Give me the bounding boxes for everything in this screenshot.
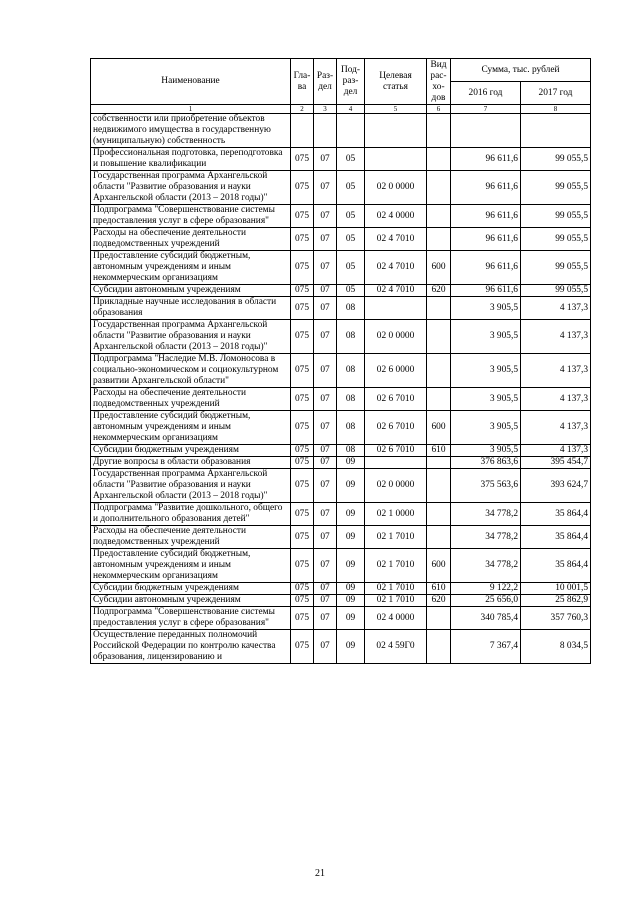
table-row (91, 411, 591, 445)
cell-podrazdel: 09 (337, 549, 365, 583)
cell-sum-2016: 3 905,5 (451, 297, 521, 320)
table-row (91, 469, 591, 503)
cell-glava: 075 (291, 228, 314, 251)
table-row (91, 114, 591, 148)
cell-glava: 075 (291, 503, 314, 526)
cell-name: Профессиональная подготовка, переподготовка и повышение квалификации (91, 148, 291, 171)
cell-razdel: 07 (314, 595, 337, 607)
cell-name: Субсидии автономным учреждениям (91, 285, 291, 297)
cell-sum-2017: 35 864,4 (521, 526, 591, 549)
cell-celevaya-statya (365, 114, 427, 148)
cell-celevaya-statya: 02 1 7010 (365, 595, 427, 607)
cell-name: Другие вопросы в области образования (91, 457, 291, 469)
cell-sum-2017: 99 055,5 (521, 171, 591, 205)
cell-vid-rashodov (427, 205, 451, 228)
cell-glava: 075 (291, 469, 314, 503)
table-row (91, 607, 591, 630)
cell-name: Подпрограмма "Совершенствование системы предоставления услуг в сфере образования" (91, 205, 291, 228)
cell-sum-2016 (451, 114, 521, 148)
cell-sum-2017: 4 137,3 (521, 388, 591, 411)
cell-sum-2017: 4 137,3 (521, 411, 591, 445)
header-podrazdel: Под-раз-дел (337, 59, 365, 105)
cell-name: Расходы на обеспечение деятельности подведомственных учреждений (91, 526, 291, 549)
cell-vid-rashodov (427, 630, 451, 664)
cell-celevaya-statya: 02 4 7010 (365, 285, 427, 297)
cell-sum-2016: 376 863,6 (451, 457, 521, 469)
cell-razdel: 07 (314, 607, 337, 630)
cell-razdel: 07 (314, 583, 337, 595)
cell-celevaya-statya: 02 4 7010 (365, 228, 427, 251)
cell-sum-2017: 99 055,5 (521, 205, 591, 228)
cell-celevaya-statya: 02 6 0000 (365, 354, 427, 388)
cell-podrazdel: 05 (337, 171, 365, 205)
cell-sum-2016: 34 778,2 (451, 549, 521, 583)
header-summa: Сумма, тыс. рублей (451, 59, 591, 82)
cell-name: Прикладные научные исследования в области образования (91, 297, 291, 320)
cell-sum-2017: 99 055,5 (521, 251, 591, 285)
cell-name: Расходы на обеспечение деятельности подведомственных учреждений (91, 228, 291, 251)
cell-celevaya-statya: 02 6 7010 (365, 445, 427, 457)
cell-razdel: 07 (314, 457, 337, 469)
header-vid-rashodov: Вид рас-хо-дов (427, 59, 451, 105)
cell-razdel: 07 (314, 171, 337, 205)
table-row (91, 148, 591, 171)
cell-celevaya-statya (365, 148, 427, 171)
cell-razdel: 07 (314, 411, 337, 445)
column-number: 7 (451, 105, 521, 114)
cell-sum-2016: 34 778,2 (451, 526, 521, 549)
header-razdel: Раз-дел (314, 59, 337, 105)
cell-celevaya-statya: 02 1 0000 (365, 503, 427, 526)
cell-razdel: 07 (314, 205, 337, 228)
table-header (91, 59, 591, 114)
cell-celevaya-statya: 02 4 7010 (365, 251, 427, 285)
table-row (91, 354, 591, 388)
cell-podrazdel: 09 (337, 503, 365, 526)
cell-vid-rashodov (427, 114, 451, 148)
cell-podrazdel: 09 (337, 526, 365, 549)
cell-podrazdel: 05 (337, 285, 365, 297)
cell-vid-rashodov (427, 503, 451, 526)
cell-sum-2017: 8 034,5 (521, 630, 591, 664)
cell-sum-2016: 25 656,0 (451, 595, 521, 607)
cell-razdel: 07 (314, 320, 337, 354)
cell-podrazdel: 08 (337, 354, 365, 388)
cell-sum-2016: 96 611,6 (451, 285, 521, 297)
cell-podrazdel: 08 (337, 388, 365, 411)
cell-celevaya-statya: 02 0 0000 (365, 171, 427, 205)
cell-razdel: 07 (314, 445, 337, 457)
cell-celevaya-statya: 02 4 59Г0 (365, 630, 427, 664)
cell-sum-2017: 35 864,4 (521, 503, 591, 526)
cell-sum-2016: 96 611,6 (451, 251, 521, 285)
cell-sum-2016: 3 905,5 (451, 411, 521, 445)
cell-vid-rashodov (427, 171, 451, 205)
cell-podrazdel: 08 (337, 320, 365, 354)
cell-razdel: 07 (314, 549, 337, 583)
cell-sum-2016: 340 785,4 (451, 607, 521, 630)
cell-sum-2017: 4 137,3 (521, 320, 591, 354)
cell-sum-2017: 25 862,9 (521, 595, 591, 607)
cell-celevaya-statya: 02 4 0000 (365, 205, 427, 228)
cell-sum-2017: 4 137,3 (521, 297, 591, 320)
cell-vid-rashodov (427, 526, 451, 549)
cell-razdel (314, 114, 337, 148)
cell-celevaya-statya (365, 457, 427, 469)
cell-sum-2016: 3 905,5 (451, 320, 521, 354)
cell-sum-2016: 9 122,2 (451, 583, 521, 595)
header-name: Наименование (91, 59, 291, 105)
cell-sum-2016: 3 905,5 (451, 388, 521, 411)
cell-sum-2017: 35 864,4 (521, 549, 591, 583)
cell-name: Предоставление субсидий бюджетным, автономным учреждениям и иным некоммерческим организациям (91, 411, 291, 445)
cell-name: Расходы на обеспечение деятельности подведомственных учреждений (91, 388, 291, 411)
cell-vid-rashodov (427, 457, 451, 469)
cell-sum-2016: 34 778,2 (451, 503, 521, 526)
cell-vid-rashodov (427, 228, 451, 251)
cell-sum-2016: 7 367,4 (451, 630, 521, 664)
cell-name: Субсидии автономным учреждениям (91, 595, 291, 607)
cell-podrazdel: 09 (337, 630, 365, 664)
table-row (91, 526, 591, 549)
table-row (91, 630, 591, 664)
cell-vid-rashodov: 600 (427, 411, 451, 445)
cell-razdel: 07 (314, 503, 337, 526)
cell-podrazdel: 09 (337, 607, 365, 630)
table-row (91, 171, 591, 205)
page-number: 21 (315, 868, 325, 879)
cell-podrazdel: 09 (337, 583, 365, 595)
table-row (91, 205, 591, 228)
column-number: 1 (91, 105, 291, 114)
cell-podrazdel: 05 (337, 205, 365, 228)
budget-table (90, 58, 591, 664)
column-number: 6 (427, 105, 451, 114)
table-row (91, 503, 591, 526)
cell-glava: 075 (291, 445, 314, 457)
cell-podrazdel: 08 (337, 445, 365, 457)
cell-podrazdel: 08 (337, 297, 365, 320)
cell-name: Подпрограмма "Развитие дошкольного, общего и дополнительного образования детей" (91, 503, 291, 526)
cell-sum-2017: 4 137,3 (521, 445, 591, 457)
cell-razdel: 07 (314, 469, 337, 503)
cell-glava: 075 (291, 595, 314, 607)
cell-glava: 075 (291, 320, 314, 354)
table-row (91, 320, 591, 354)
cell-razdel: 07 (314, 630, 337, 664)
table-row (91, 445, 591, 457)
cell-podrazdel: 05 (337, 251, 365, 285)
cell-vid-rashodov (427, 297, 451, 320)
cell-celevaya-statya: 02 1 7010 (365, 526, 427, 549)
cell-glava: 075 (291, 457, 314, 469)
cell-vid-rashodov (427, 388, 451, 411)
cell-name: Субсидии бюджетным учреждениям (91, 445, 291, 457)
cell-name: Государственная программа Архангельской области "Развитие образования и науки Архангельской области (2013 – 2018 годы)" (91, 320, 291, 354)
header-year-2017: 2017 год (521, 82, 591, 105)
cell-glava: 075 (291, 251, 314, 285)
cell-glava: 075 (291, 630, 314, 664)
cell-sum-2016: 3 905,5 (451, 445, 521, 457)
cell-razdel: 07 (314, 148, 337, 171)
cell-name: Осуществление переданных полномочий Российской Федерации по контролю качества образования, лицензированию и (91, 630, 291, 664)
table-row (91, 549, 591, 583)
cell-vid-rashodov (427, 607, 451, 630)
cell-sum-2017 (521, 114, 591, 148)
cell-vid-rashodov: 620 (427, 595, 451, 607)
cell-podrazdel (337, 114, 365, 148)
cell-vid-rashodov (427, 320, 451, 354)
table-row (91, 457, 591, 469)
cell-glava: 075 (291, 607, 314, 630)
cell-name: Предоставление субсидий бюджетным, автономным учреждениям и иным некоммерческим организациям (91, 251, 291, 285)
header-celevaya-statya: Целевая статья (365, 59, 427, 105)
cell-razdel: 07 (314, 285, 337, 297)
cell-sum-2016: 96 611,6 (451, 171, 521, 205)
cell-glava (291, 114, 314, 148)
table-row (91, 297, 591, 320)
cell-glava: 075 (291, 411, 314, 445)
cell-glava: 075 (291, 549, 314, 583)
cell-sum-2016: 96 611,6 (451, 205, 521, 228)
cell-razdel: 07 (314, 228, 337, 251)
cell-razdel: 07 (314, 526, 337, 549)
cell-glava: 075 (291, 297, 314, 320)
cell-vid-rashodov: 600 (427, 251, 451, 285)
cell-razdel: 07 (314, 297, 337, 320)
cell-podrazdel: 05 (337, 228, 365, 251)
cell-sum-2016: 96 611,6 (451, 148, 521, 171)
cell-celevaya-statya: 02 0 0000 (365, 320, 427, 354)
cell-sum-2017: 99 055,5 (521, 228, 591, 251)
column-number: 3 (314, 105, 337, 114)
cell-name: Субсидии бюджетным учреждениям (91, 583, 291, 595)
cell-name: Подпрограмма "Совершенствование системы предоставления услуг в сфере образования" (91, 607, 291, 630)
cell-podrazdel: 09 (337, 457, 365, 469)
cell-glava: 075 (291, 354, 314, 388)
cell-name: Государственная программа Архангельской области "Развитие образования и науки Архангельской области (2013 – 2018 годы)" (91, 469, 291, 503)
cell-glava: 075 (291, 171, 314, 205)
cell-podrazdel: 08 (337, 411, 365, 445)
cell-podrazdel: 05 (337, 148, 365, 171)
table-row (91, 583, 591, 595)
table-row (91, 595, 591, 607)
header-glava: Гла-ва (291, 59, 314, 105)
cell-vid-rashodov: 600 (427, 549, 451, 583)
cell-glava: 075 (291, 285, 314, 297)
cell-glava: 075 (291, 148, 314, 171)
header-year-2016: 2016 год (451, 82, 521, 105)
cell-vid-rashodov (427, 148, 451, 171)
cell-razdel: 07 (314, 388, 337, 411)
column-number: 2 (291, 105, 314, 114)
cell-sum-2017: 10 001,5 (521, 583, 591, 595)
cell-sum-2017: 357 760,3 (521, 607, 591, 630)
table-row (91, 228, 591, 251)
cell-sum-2017: 99 055,5 (521, 285, 591, 297)
cell-name: Подпрограмма "Наследие М.В. Ломоносова в социально-экономическом и социокультурном развитии Архангельской области" (91, 354, 291, 388)
cell-sum-2016: 375 563,6 (451, 469, 521, 503)
column-numbers-row (91, 105, 591, 114)
cell-glava: 075 (291, 205, 314, 228)
cell-sum-2017: 395 454,7 (521, 457, 591, 469)
cell-celevaya-statya: 02 6 7010 (365, 411, 427, 445)
cell-vid-rashodov: 610 (427, 583, 451, 595)
cell-glava: 075 (291, 526, 314, 549)
cell-sum-2017: 393 624,7 (521, 469, 591, 503)
cell-razdel: 07 (314, 251, 337, 285)
table-row (91, 285, 591, 297)
cell-vid-rashodov (427, 469, 451, 503)
cell-vid-rashodov (427, 354, 451, 388)
table-row (91, 251, 591, 285)
cell-celevaya-statya: 02 1 7010 (365, 549, 427, 583)
cell-name: собственности или приобретение объектов недвижимого имущества в государственную (муниципальную) собственность (91, 114, 291, 148)
cell-sum-2017: 4 137,3 (521, 354, 591, 388)
cell-glava: 075 (291, 388, 314, 411)
cell-celevaya-statya (365, 297, 427, 320)
cell-sum-2016: 96 611,6 (451, 228, 521, 251)
column-number: 4 (337, 105, 365, 114)
cell-celevaya-statya: 02 0 0000 (365, 469, 427, 503)
cell-podrazdel: 09 (337, 595, 365, 607)
table-body (91, 114, 591, 664)
cell-vid-rashodov: 620 (427, 285, 451, 297)
cell-name: Государственная программа Архангельской области "Развитие образования и науки Архангельской области (2013 – 2018 годы)" (91, 171, 291, 205)
cell-vid-rashodov: 610 (427, 445, 451, 457)
cell-sum-2017: 99 055,5 (521, 148, 591, 171)
column-number: 8 (521, 105, 591, 114)
column-number: 5 (365, 105, 427, 114)
cell-celevaya-statya: 02 1 7010 (365, 583, 427, 595)
cell-celevaya-statya: 02 6 7010 (365, 388, 427, 411)
cell-sum-2016: 3 905,5 (451, 354, 521, 388)
cell-podrazdel: 09 (337, 469, 365, 503)
cell-name: Предоставление субсидий бюджетным, автономным учреждениям и иным некоммерческим организациям (91, 549, 291, 583)
table-row (91, 388, 591, 411)
cell-glava: 075 (291, 583, 314, 595)
cell-celevaya-statya: 02 4 0000 (365, 607, 427, 630)
cell-razdel: 07 (314, 354, 337, 388)
